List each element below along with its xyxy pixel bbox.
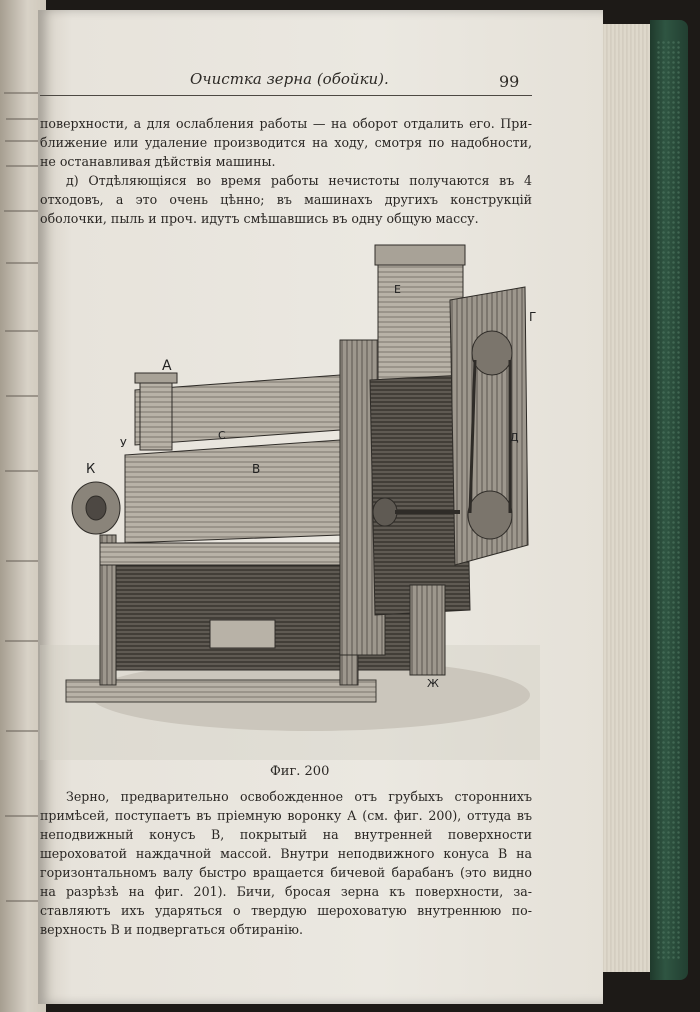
top-text-block	[40, 114, 532, 228]
bottom-text-block	[40, 787, 532, 939]
left-page-text-line	[6, 165, 42, 167]
cover-texture	[656, 40, 682, 960]
header-rule	[40, 95, 532, 96]
figure-label-E: E	[394, 283, 401, 296]
left-page-text-line	[4, 210, 42, 212]
page-block-edges	[600, 24, 652, 972]
left-page-text-line	[6, 262, 42, 264]
left-page-text-line	[6, 560, 42, 562]
left-page-text-line	[6, 395, 42, 397]
outlet-F	[210, 620, 275, 648]
rear-leg	[410, 585, 445, 675]
belt-pulley	[468, 491, 512, 539]
figure-label-K: К	[86, 462, 96, 477]
left-page-text-line	[5, 140, 42, 142]
cone-B-housing	[125, 440, 340, 543]
figure-label-Z: Ж	[427, 677, 439, 690]
figure-caption: Фиг. 200	[270, 764, 330, 779]
figure-label-U: У	[120, 437, 127, 450]
figure-label-C: С	[218, 429, 226, 442]
left-page-text-line	[6, 900, 42, 902]
shaft-bearing	[373, 498, 397, 526]
running-header-title: Очистка зерна (обойки).	[190, 70, 389, 88]
left-page-text-line	[4, 92, 42, 94]
figure-label-A: A	[162, 358, 172, 374]
paragraph: поверхности, а для ослабления работы — на оборот отдалить его. При- ближение или удаление производится на ходу, смотря по надобности, не останавливая дѣйствія машины.	[40, 116, 532, 169]
figure-label-B: В	[252, 462, 261, 476]
left-page-text-line	[5, 330, 42, 332]
figure-grain-cleaning-machine	[40, 225, 540, 760]
left-page-text-line	[5, 815, 42, 817]
figure-label-D: Д	[510, 431, 519, 444]
page-number: 99	[499, 72, 520, 91]
left-page-text-line	[5, 470, 42, 472]
hopper-A	[140, 380, 172, 450]
left-page-text-line	[6, 118, 42, 120]
left-page-text-line	[5, 640, 42, 642]
belt-pulley	[472, 331, 512, 375]
figure-label-G: Г	[529, 310, 537, 324]
paragraph: д) Отдѣляющіяся во время работы нечистоты получаются въ 4 отходовъ, а это очень цѣнно; въ машинахъ другихъ конструкцій оболочки, пыль и проч. идутъ смѣшавшись въ одну общую массу.	[40, 173, 532, 226]
left-page-text-line	[6, 730, 42, 732]
paragraph: Зерно, предварительно освобожденное отъ грубыхъ стороннихъ примѣсей, поступаетъ въ пріемную воронку А (см. фиг. 200), оттуда въ неподвижный конусъ В, покрытый на внутренней поверхности шероховатой наждачной массой. Внутри неподвижного конуса В на горизонтальномъ валу быстро вращается бичевой барабанъ (это видно на разрѣзѣ на фиг. 201). Бичи, бросая зерна къ поверхности, за- ставляютъ ихъ ударяться о твердую шероховатую внутреннюю по- верхность В и подвергаться обтиранію.	[40, 789, 532, 937]
